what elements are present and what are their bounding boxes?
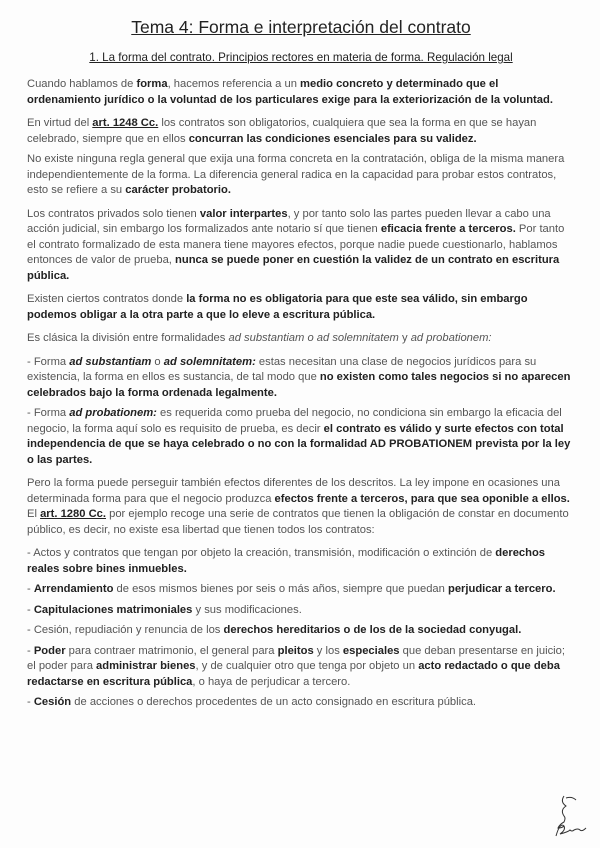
list-item-real-rights: - Actos y contratos que tengan por objeto la creación, transmisión, modificación o extinción de derechos reales sobre bines inmuebles. bbox=[27, 547, 546, 575]
list-item-lease: - Arrendamiento de esos mismos bienes por seis o más años, siempre que puedan perjudicar a tercero. bbox=[27, 583, 556, 595]
article-reference: art. 1248 Cc. bbox=[92, 117, 159, 129]
section-heading: 1. La forma del contrato. Principios rectores en materia de forma. Regulación legal bbox=[89, 51, 513, 64]
paragraph-classic-division: Es clásica la división entre formalidades ad substantiam o ad solemnitatem y ad probationem: bbox=[27, 332, 492, 344]
page-title: Tema 4: Forma e interpretación del contrato bbox=[131, 17, 471, 37]
paragraph-art-1280: Pero la forma puede perseguir también efectos diferentes de los descritos. La ley impone en ocasiones una determinada forma para que el negocio produzca efectos frente a terceros, para que sea oponible a ellos. El art. 1280 Cc. por ejemplo recoge una serie de contratos que tienen la obligación de constar en documento público, es decir, no existe esa libertad que tienen todos los contratos: bbox=[27, 477, 570, 536]
list-item-assignment: - Cesión de acciones o derechos procedentes de un acto consignado en escritura pública. bbox=[27, 696, 477, 708]
paragraph-private-contracts: Los contratos privados solo tienen valor interpartes, y por tanto solo las partes pueden llevar a cabo una acción judicial, sin embargo los formalizados ante notario sí que tienen eficacia frente a terceros. Por tanto el contrato formalizado de esta manera tiene mayores efectos, porque nadie puede cuestionarlo, hablamos entonces de valor de prueba, nunca se puede poner en cuestión la validez de un contrato en escritura pública. bbox=[27, 207, 565, 282]
paragraph-ad-substantiam: - Forma ad substantiam o ad solemnitatem: estas necesitan una clase de negocios jurídicos para su existencia, la forma en ellos es sustancia, de tal modo que no existen como tales negocios si no aparecen celebrados bajo la forma ordenada legalmente. bbox=[27, 355, 571, 399]
article-reference: art. 1280 Cc. bbox=[40, 508, 106, 520]
list-item-inheritance: - Cesión, repudiación y renuncia de los derechos hereditarios o de los de la sociedad conyugal. bbox=[27, 624, 522, 636]
paragraph-definition: Cuando hablamos de forma, hacemos referencia a un medio concreto y determinado que el ordenamiento jurídico o la voluntad de los particulares exige para la exteriorización de la voluntad. bbox=[27, 78, 553, 106]
list-item-power-of-attorney: - Poder para contraer matrimonio, el general para pleitos y los especiales que deban presentarse en juicio; el poder para administrar bienes, y de cualquier otro que tenga por objeto un acto redactado o que deba redactarse en escritura pública, o haya de perjudicar a tercero. bbox=[27, 644, 565, 688]
paragraph-ad-probationem: - Forma ad probationem: es requerida como prueba del negocio, no condiciona sin embargo la eficacia del negocio, la forma aquí solo es requisito de prueba, es decir el contrato es válido y surte efectos con total independencia de que se haya celebrado o no con la formalidad AD PROBATIONEM prevista por la ley o las partes. bbox=[27, 407, 571, 466]
document-page bbox=[27, 16, 575, 716]
paragraph-probatory: No existe ninguna regla general que exija una forma concreta en la contratación, obliga de la misma manera independientemente de la forma. La diferencia general radica en la capacidad para probar estos contratos, esto se refiere a su carácter probatorio. bbox=[27, 153, 565, 196]
paragraph-art-1248: En virtud del art. 1248 Cc. los contratos son obligatorios, cualquiera que sea la forma en que se hayan celebrado, siempre que en ellos concurran las condiciones esenciales para su validez. bbox=[27, 117, 537, 145]
signature-icon bbox=[546, 792, 590, 840]
paragraph-non-mandatory-form: Existen ciertos contratos donde la forma no es obligatoria para que este sea válido, sin embargo podemos obligar a la otra parte a que lo eleve a escritura pública. bbox=[27, 293, 528, 321]
list-item-marriage-settlements: - Capitulaciones matrimoniales y sus modificaciones. bbox=[27, 603, 302, 616]
